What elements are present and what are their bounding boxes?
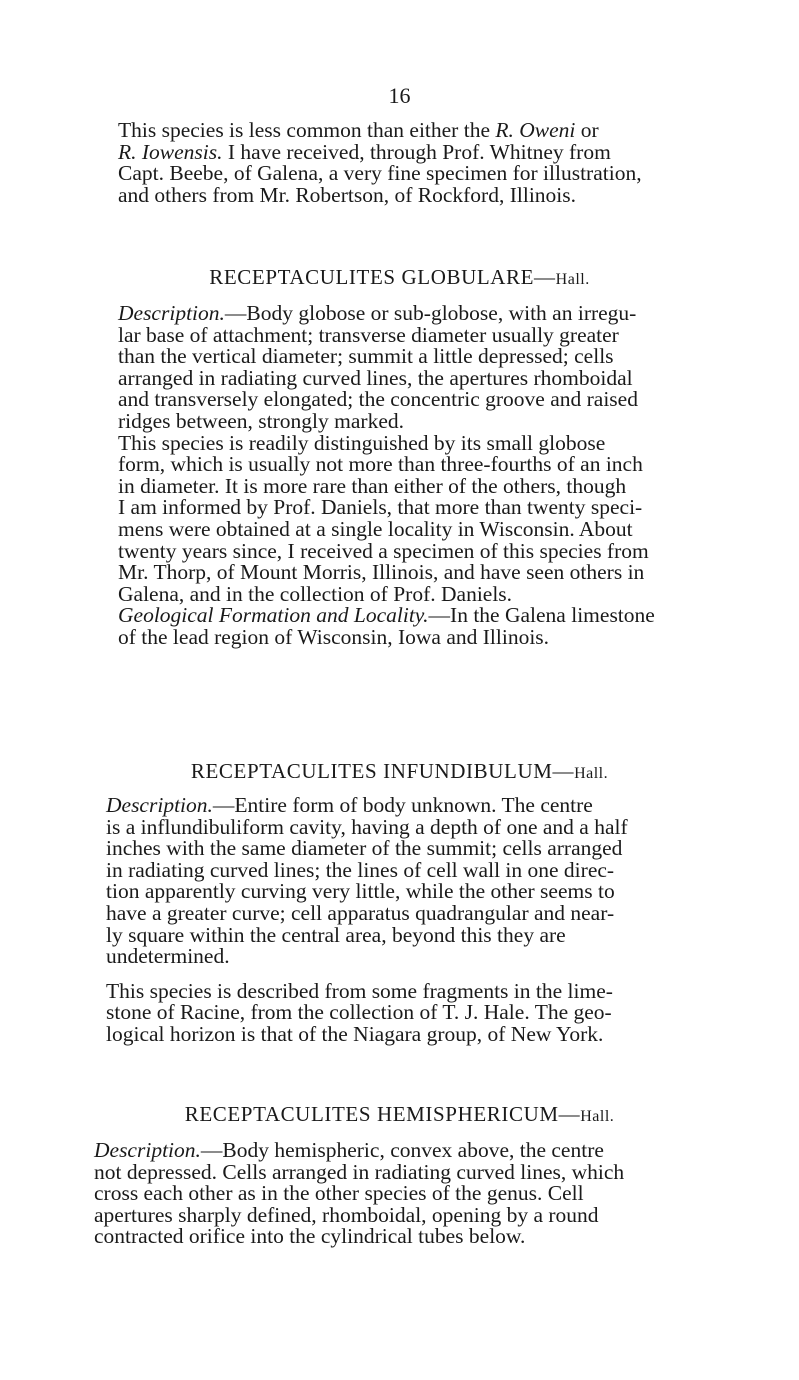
text-line xyxy=(76,303,738,325)
text-span: inches with the same diameter of the summit; cells arranged xyxy=(106,836,623,861)
text-span: —Entire form of body unknown. The centre xyxy=(212,793,593,817)
text-span: and transversely elongated; the concentric groove and raised xyxy=(118,387,638,412)
text-span: This species is less common than either the xyxy=(118,118,496,142)
text-line xyxy=(76,1002,738,1024)
description-paragraph xyxy=(76,303,738,433)
text-span: in diameter. It is more rare than either of the others, though xyxy=(118,473,627,498)
heading-title: RECEPTACULITES GLOBULARE— xyxy=(209,265,556,289)
text-span: form, which is usually not more than three-fourths of an inch xyxy=(118,452,643,477)
italic-text: Geological Formation and Locality. xyxy=(118,603,429,628)
text-line xyxy=(76,139,738,164)
intro-paragraph xyxy=(76,120,738,206)
text-line xyxy=(76,922,738,947)
text-line xyxy=(76,365,738,390)
text-span: ridges between, strongly marked. xyxy=(118,408,404,433)
text-span: ly square within the central area, beyond this they are xyxy=(106,922,566,947)
heading-infundibulum xyxy=(0,758,799,787)
heading-author: Hall. xyxy=(580,1108,615,1125)
italic-text: R. Oweni xyxy=(495,118,576,142)
section-infundibulum-body xyxy=(76,795,738,1046)
text-span: Capt. Beebe, of Galena, a very fine specimen for illustration, xyxy=(118,161,642,186)
text-line xyxy=(76,120,738,142)
text-span: is a influndibuliform cavity, having a depth of one and a half xyxy=(106,814,628,839)
text-span: —Body hemispheric, convex above, the centre xyxy=(200,1138,604,1162)
description-paragraph xyxy=(76,795,738,968)
text-line xyxy=(76,430,738,455)
text-span: arranged in radiating curved lines, the apertures rhomboidal xyxy=(118,365,633,390)
heading-title: RECEPTACULITES INFUNDIBULUM— xyxy=(190,759,575,783)
text-line xyxy=(76,516,738,541)
italic-text: R. Iowensis. xyxy=(118,139,223,164)
text-span: and others from Mr. Robertson, of Rockford, Illinois. xyxy=(118,182,577,207)
text-line xyxy=(76,473,738,498)
text-line xyxy=(76,408,738,433)
text-span: in radiating curved lines; the lines of cell wall in one direc- xyxy=(106,857,615,882)
italic-text: Description. xyxy=(94,1138,201,1162)
text-span: tion apparently curving very little, while the other seems to xyxy=(106,879,615,904)
text-span: contracted orifice into the cylindrical tubes below. xyxy=(94,1224,526,1249)
text-span: have a greater curve; cell apparatus quadrangular and near- xyxy=(106,900,615,925)
section-globulare-body xyxy=(76,303,738,649)
text-line xyxy=(76,1202,738,1227)
text-span: of the lead region of Wisconsin, Iowa and Illinois. xyxy=(118,624,550,649)
section-hemisphericum-body xyxy=(76,1140,738,1248)
text-span: Galena, and in the collection of Prof. Daniels. xyxy=(118,581,513,606)
italic-text: Description. xyxy=(106,793,213,817)
text-line xyxy=(76,538,738,563)
text-line xyxy=(76,389,738,411)
text-span: apertures sharply defined, rhomboidal, opening by a round xyxy=(94,1202,599,1227)
text-span: lar base of attachment; transverse diameter usually greater xyxy=(118,322,619,347)
text-span: twenty years since, I received a specimen of this species from xyxy=(118,538,649,563)
text-span: undetermined. xyxy=(106,944,230,969)
text-span: Mr. Thorp, of Mount Morris, Illinois, and have seen others in xyxy=(118,560,645,585)
text-span: or xyxy=(575,118,599,142)
description-paragraph xyxy=(76,1140,738,1248)
text-line xyxy=(76,163,738,185)
heading-author: Hall. xyxy=(555,271,590,288)
text-span: than the vertical diameter; summit a little depressed; cells xyxy=(118,344,614,369)
text-span: This species is described from some fragments in the lime- xyxy=(106,978,613,1003)
text-span: —Body globose or sub-globose, with an irregu- xyxy=(224,301,637,325)
text-line xyxy=(76,857,738,882)
text-span: I have received, through Prof. Whitney from xyxy=(222,139,611,164)
text-line xyxy=(76,605,738,627)
page-number: 16 xyxy=(388,83,411,108)
text-span: cross each other as in the other species of the genus. Cell xyxy=(94,1181,584,1206)
text-span: logical horizon is that of the Niagara group, of New York. xyxy=(106,1021,604,1046)
text-span: not depressed. Cells arranged in radiating curved lines, which xyxy=(94,1159,625,1184)
text-span: mens were obtained at a single locality in Wisconsin. About xyxy=(118,516,633,541)
text-span: I am informed by Prof. Daniels, that more than twenty speci- xyxy=(118,495,643,520)
text-line xyxy=(76,624,738,649)
text-line xyxy=(76,881,738,903)
text-line xyxy=(76,838,738,860)
remarks-paragraph xyxy=(76,430,738,606)
text-span: stone of Racine, from the collection of T. J. Hale. The geo- xyxy=(106,1000,612,1025)
intro-block xyxy=(76,120,738,206)
text-line xyxy=(76,1183,738,1205)
text-line xyxy=(76,581,738,606)
heading-globulare xyxy=(0,264,799,293)
text-line xyxy=(76,795,738,817)
text-line xyxy=(76,1226,738,1248)
text-line xyxy=(76,946,738,968)
text-line xyxy=(76,978,738,1003)
locality-paragraph xyxy=(76,605,738,648)
text-line xyxy=(76,1021,738,1046)
text-line xyxy=(76,182,738,207)
text-span: —In the Galena limestone xyxy=(428,603,655,628)
text-line xyxy=(76,454,738,476)
text-line xyxy=(76,1159,738,1184)
italic-text: Description. xyxy=(118,301,225,325)
text-line xyxy=(76,497,738,519)
text-line xyxy=(76,814,738,839)
heading-hemisphericum xyxy=(0,1101,799,1130)
text-line xyxy=(76,562,738,584)
text-span: This species is readily distinguished by its small globose xyxy=(118,430,606,455)
heading-author: Hall. xyxy=(574,765,609,782)
text-line xyxy=(76,900,738,925)
text-line xyxy=(76,1140,738,1162)
text-line xyxy=(76,322,738,347)
text-line xyxy=(76,346,738,368)
remarks-paragraph xyxy=(76,978,738,1046)
heading-title: RECEPTACULITES HEMISPHERICUM— xyxy=(184,1102,581,1126)
